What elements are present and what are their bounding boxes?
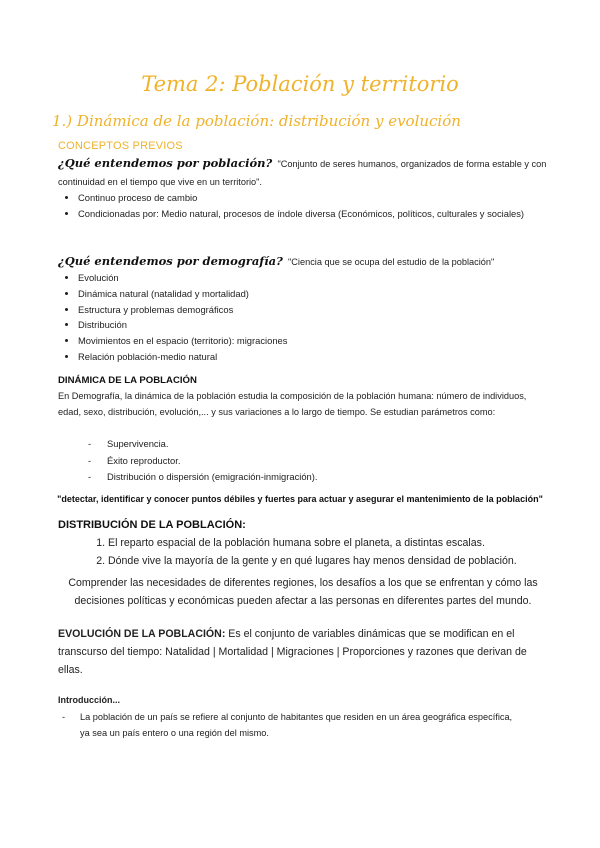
distribucion-list: [90, 534, 568, 570]
evolucion-heading: EVOLUCIÓN DE LA POBLACIÓN:: [58, 628, 226, 640]
list-item: • Relación población-medio natural: [78, 349, 538, 365]
list-item: • Dinámica natural (natalidad y mortalidad): [78, 286, 538, 302]
highlight-quote: "detectar, identificar y conocer puntos débiles y fuertes para actuar y asegurar el mantenimiento de la población": [57, 494, 543, 504]
list-item: 1. El reparto espacial de la población humana sobre el planeta, a distintas escalas.: [108, 534, 568, 552]
page-title: Tema 2: Población y territorio: [141, 72, 459, 96]
question-demografia: [58, 253, 548, 271]
evolucion-paragraph: [58, 625, 548, 679]
dinamica-heading: DINÁMICA DE LA POBLACIÓN: [58, 375, 197, 386]
poblacion-bullets: [60, 190, 538, 222]
dinamica-text: En Demografía, la dinámica de la población estudia la composición de la población humana: número de individuos, edad, sexo, distribución, evolución,... y sus variaciones a lo largo de tiempo. Se estudian parámetros como:: [58, 391, 527, 417]
question-demografia-answer: "Ciencia que se ocupa del estudio de la población": [288, 257, 495, 267]
list-item: - Supervivencia.: [88, 436, 318, 453]
list-item: - Distribución o dispersión (emigración-inmigración).: [88, 469, 318, 486]
list-item: • Estructura y problemas demográficos: [78, 302, 538, 318]
section-heading: 1.) Dinámica de la población: distribución y evolución: [52, 112, 461, 130]
list-item: • Movimientos en el espacio (territorio): migraciones: [78, 333, 538, 349]
question-poblacion-title: ¿Qué entendemos por población?: [58, 156, 273, 170]
list-item: 2. Dónde vive la mayoría de la gente y en qué lugares hay menos densidad de población.: [108, 552, 568, 570]
question-demografia-title: ¿Qué entendemos por demografía?: [58, 254, 283, 268]
dinamica-items: [88, 436, 318, 486]
demografia-bullets: [60, 270, 538, 365]
distribucion-centered-text: Comprender las necesidades de diferentes regiones, los desafíos a los que se enfrentan y cómo las decisiones políticas y económicas pueden afectar a las personas en diferentes partes del mundo.: [68, 577, 538, 607]
list-item: - La población de un país se refiere al conjunto de habitantes que residen en un área geográfica específica, ya sea un país entero o una región del mismo.: [62, 709, 522, 741]
list-item: • Continuo proceso de cambio: [78, 190, 538, 206]
list-item: • Condicionadas por: Medio natural, procesos de índole diversa (Económicos, políticos, culturales y sociales): [78, 206, 538, 222]
distribucion-heading: DISTRIBUCIÓN DE LA POBLACIÓN:: [58, 519, 246, 531]
question-poblacion: [58, 155, 548, 191]
intro-items: [62, 709, 522, 741]
evolucion-text: Es el conjunto de variables dinámicas que se modifican en el transcurso del tiempo: Natalidad | Mortalidad | Migraciones | Proporciones y razones que derivan de ellas.: [58, 628, 527, 676]
intro-heading: Introducción...: [58, 695, 120, 705]
list-item: • Evolución: [78, 270, 538, 286]
list-item: - Éxito reproductor.: [88, 453, 318, 470]
question-poblacion-answer: "Conjunto de seres humanos, organizados de forma estable y con continuidad en el tiempo que vive en un territorio".: [58, 159, 547, 187]
list-item: • Distribución: [78, 317, 538, 333]
subheading-conceptos: CONCEPTOS PREVIOS: [58, 140, 183, 152]
